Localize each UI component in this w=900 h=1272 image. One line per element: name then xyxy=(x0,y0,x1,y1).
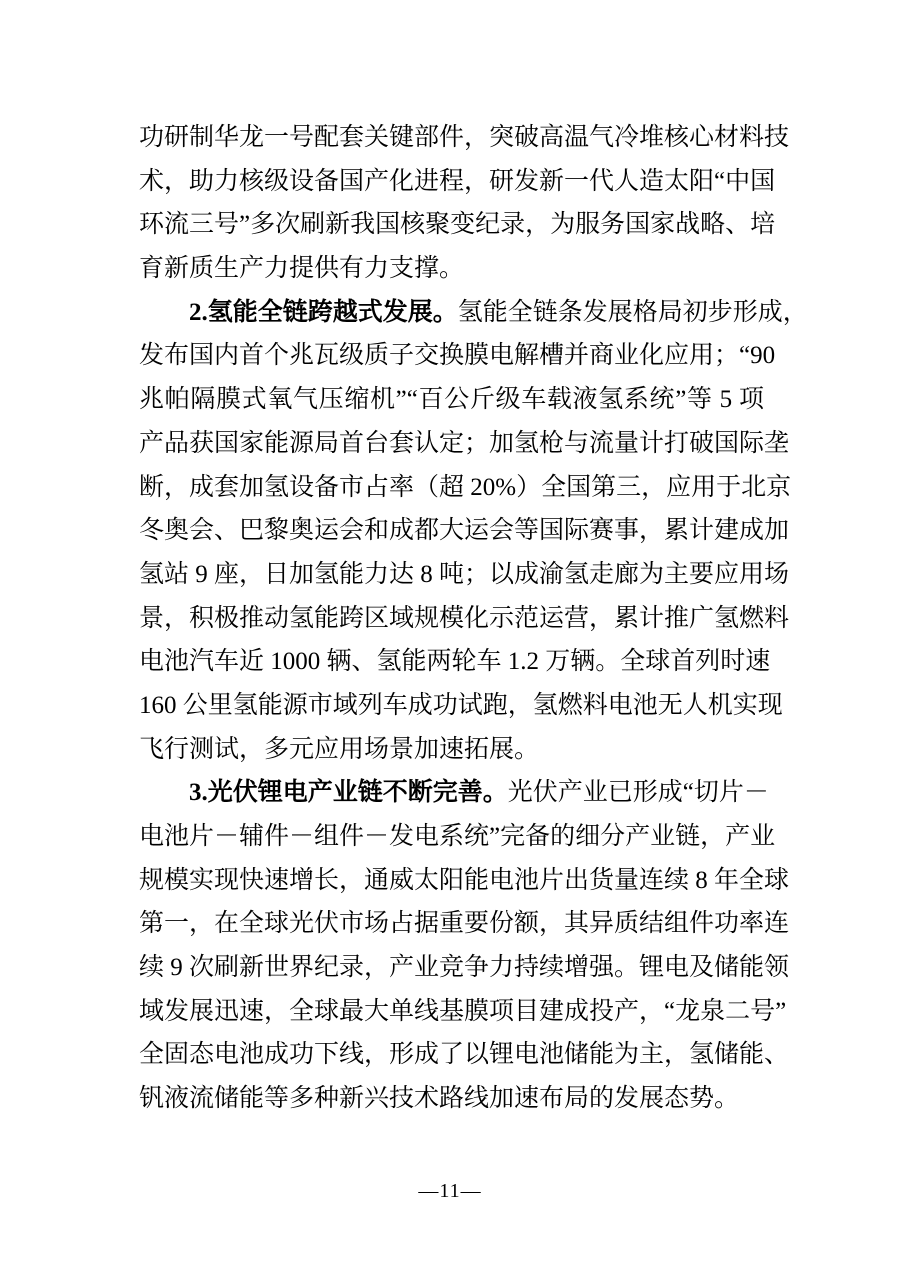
body-text-run: 光伏产业已形成“切片－ xyxy=(507,779,769,807)
text-line xyxy=(139,597,790,641)
text-line xyxy=(139,334,776,378)
body-text-run: 电池汽车近 1000 辆、氢能两轮车 1.2 万辆。全球首列时速 xyxy=(139,648,771,676)
body-text-run: 术，助力核级设备国产化进程，研发新一代人造太阳“中国 xyxy=(139,167,776,195)
text-line xyxy=(139,378,764,422)
body-text-run: 全固态电池成功下线，形成了以锂电池储能为主，氢储能、 xyxy=(139,1041,790,1069)
text-line xyxy=(139,640,771,684)
text-line xyxy=(139,815,776,859)
body-text-run: 发布国内首个兆瓦级质子交换膜电解槽并商业化应用；“90 xyxy=(139,342,776,370)
text-line xyxy=(139,946,790,990)
body-text-run: 飞行测试，多元应用场景加速拓展。 xyxy=(139,735,540,763)
body-text-run: 规模实现快速增长，通威太阳能电池片出货量连续 8 年全球 xyxy=(139,866,790,894)
text-line xyxy=(139,1077,764,1121)
text-block xyxy=(139,116,808,1121)
text-line xyxy=(139,684,783,728)
text-line xyxy=(139,509,790,553)
body-text-run: 育新质生产力提供有力支撑。 xyxy=(139,255,465,283)
body-text-run: 氢能全链条发展格局初步形成， xyxy=(457,298,808,326)
body-text-run: 氢站 9 座，日加氢能力达 8 吨；以成渝氢走廊为主要应用场 xyxy=(139,560,790,588)
text-line xyxy=(139,291,808,335)
page-number: —11— xyxy=(418,1180,482,1202)
body-text-run: 续 9 次刷新世界纪录，产业竞争力持续增强。锂电及储能领 xyxy=(139,954,790,982)
body-text-run: 160 公里氢能源市域列车成功试跑，氢燃料电池无人机实现 xyxy=(139,691,783,719)
text-line xyxy=(139,1033,790,1077)
body-text-run: 域发展迅速，全球最大单线基膜项目建成投产，“龙泉二号” xyxy=(139,997,787,1025)
text-line xyxy=(139,902,790,946)
body-text-run: 产品获国家能源局首台套认定；加氢枪与流量计打破国际垄 xyxy=(139,429,790,457)
text-line xyxy=(139,990,787,1034)
body-text-run: 电池片－辅件－组件－发电系统”完备的细分产业链，产业 xyxy=(139,823,776,850)
page-footer xyxy=(0,1180,900,1203)
body-text-run: 功研制华龙一号配套关键部件，突破高温气冷堆核心材料技 xyxy=(139,124,790,151)
body-text-run: 第一，在全球光伏市场占据重要份额，其异质结组件功率连 xyxy=(139,910,790,938)
body-text-run: 环流三号”多次刷新我国核聚变纪录，为服务国家战略、培 xyxy=(139,211,776,239)
body-text-run: 钒液流储能等多种新兴技术路线加速布局的发展态势。 xyxy=(139,1085,740,1113)
text-line xyxy=(139,728,764,772)
body-text-run: 景，积极推动氢能跨区域规模化示范运营，累计推广氢燃料 xyxy=(139,604,790,632)
text-line xyxy=(139,203,776,247)
body-text-run: 兆帕隔膜式氧气压缩机”“百公斤级车载液氢系统”等 5 项 xyxy=(139,386,764,414)
text-line xyxy=(139,247,764,291)
text-line xyxy=(139,771,769,815)
text-line xyxy=(139,422,790,466)
text-line xyxy=(139,466,792,510)
section-heading: 3.光伏锂电产业链不断完善。 xyxy=(189,779,508,807)
text-line xyxy=(139,553,790,597)
text-line xyxy=(139,116,790,160)
text-line xyxy=(139,859,790,903)
body-text-run: 冬奥会、巴黎奥运会和成都大运会等国际赛事，累计建成加 xyxy=(139,517,790,545)
text-line xyxy=(139,160,776,204)
body-text-run: 断，成套加氢设备市占率（超 20%）全国第三，应用于北京 xyxy=(139,473,792,501)
section-heading: 2.氢能全链跨越式发展。 xyxy=(189,298,458,326)
